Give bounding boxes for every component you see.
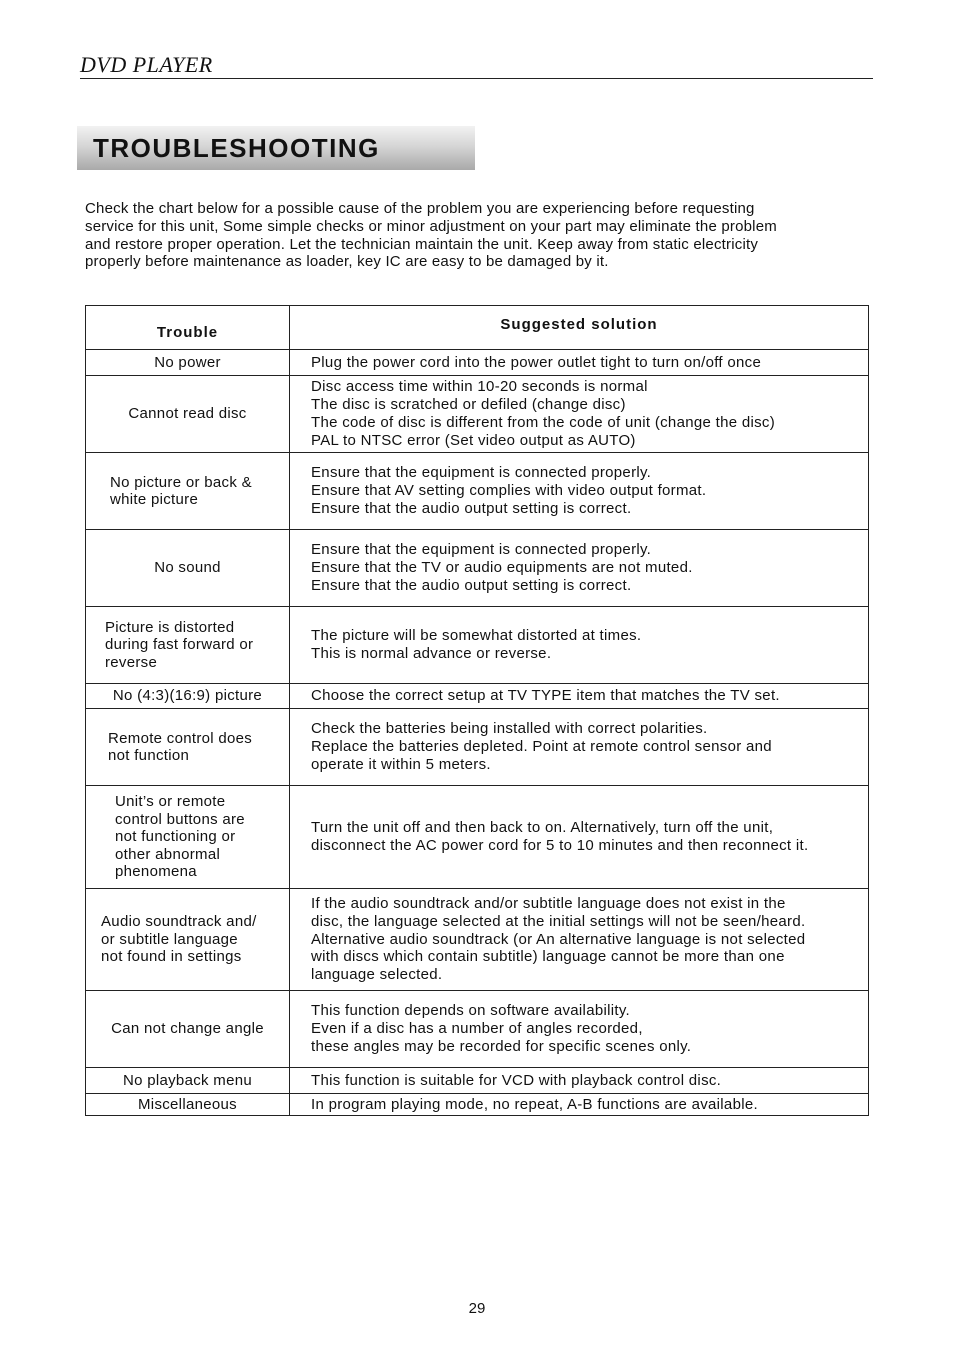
trouble-cell (86, 607, 290, 684)
trouble-cell (86, 453, 290, 530)
solution-line: PAL to NTSC error (Set video output as AUTO) (311, 431, 636, 449)
solution-line: operate it within 5 meters. (311, 755, 491, 773)
table-row (86, 991, 869, 1068)
table-row (86, 350, 869, 376)
header-title: DVD PLAYER (80, 52, 213, 77)
table-header-row (86, 306, 869, 350)
trouble-cell (86, 1094, 290, 1116)
table-row (86, 607, 869, 684)
trouble-line: not functioning or (115, 828, 236, 846)
solution-cell (290, 530, 869, 607)
solution-line: with discs which contain subtitle) language cannot be more than one (311, 948, 785, 966)
solution-cell (290, 709, 869, 786)
solution-line: Replace the batteries depleted. Point at remote control sensor and (311, 738, 772, 756)
solution-line: Turn the unit off and then back to on. Alternatively, turn off the unit, (311, 819, 774, 837)
solution-line: Check the batteries being installed with correct polarities. (311, 720, 708, 738)
trouble-cell (86, 1068, 290, 1094)
solution-cell (290, 607, 869, 684)
solution-cell (290, 376, 869, 453)
solution-cell (290, 684, 869, 709)
trouble-cell (86, 350, 290, 376)
trouble-line: other abnormal (115, 845, 221, 863)
intro-paragraph (85, 200, 885, 271)
trouble-line: No (4:3)(16:9) picture (112, 687, 263, 705)
trouble-line: Remote control does (108, 729, 253, 747)
trouble-line: not found in settings (101, 948, 242, 966)
solution-line: disconnect the AC power cord for 5 to 10 minutes and then reconnect it. (311, 837, 809, 854)
trouble-line: not function (108, 747, 190, 764)
intro-line: properly before maintenance as loader, key IC are easy to be damaged by it. (85, 253, 609, 271)
solution-line: Alternative audio soundtrack (or An alternative language is not selected (311, 930, 806, 948)
table-row (86, 786, 869, 889)
trouble-line: No sound (154, 559, 221, 577)
trouble-line: Can not change angle (111, 1020, 264, 1038)
solution-line: This function depends on software availability. (311, 1002, 630, 1020)
trouble-line: No picture or back & (110, 473, 252, 491)
trouble-line: white picture (110, 491, 199, 508)
solution-cell (290, 1068, 869, 1094)
solution-line: Choose the correct setup at TV TYPE item that matches the TV set. (311, 687, 780, 705)
trouble-line: No playback menu (122, 1071, 253, 1089)
trouble-line: Cannot read disc (128, 405, 247, 423)
table-row (86, 530, 869, 607)
trouble-line: during fast forward or (105, 636, 254, 654)
solution-line: Even if a disc has a number of angles recorded, (311, 1020, 643, 1038)
solution-line: these angles may be recorded for specific scenes only. (311, 1037, 692, 1055)
table-row (86, 1094, 869, 1116)
section-banner (77, 126, 475, 170)
solution-cell (290, 1094, 869, 1116)
trouble-line: reverse (105, 653, 158, 671)
solution-line: This function is suitable for VCD with playback control disc. (311, 1071, 722, 1089)
intro-line: Check the chart below for a possible cause of the problem you are experiencing before requesting (85, 200, 755, 217)
page-number: 29 (468, 1300, 486, 1317)
solution-line: Ensure that the audio output setting is correct. (311, 576, 632, 594)
intro-line: service for this unit, Some simple checks or minor adjustment on your part may eliminate the problem (85, 217, 777, 235)
solution-cell (290, 453, 869, 530)
trouble-cell (86, 709, 290, 786)
trouble-line: or subtitle language (101, 930, 238, 948)
solution-line: language selected. (311, 966, 443, 984)
trouble-cell (86, 991, 290, 1068)
solution-line: The picture will be somewhat distorted at times. (311, 627, 642, 645)
solution-cell (290, 350, 869, 376)
solution-cell (290, 786, 869, 889)
solution-line: The code of disc is different from the code of unit (change the disc) (311, 414, 775, 431)
table-row (86, 376, 869, 453)
trouble-line: Miscellaneous (138, 1095, 237, 1113)
table-row (86, 709, 869, 786)
trouble-cell (86, 530, 290, 607)
header-solution: Suggested solution (290, 306, 869, 350)
solution-line: disc, the language selected at the initial settings will not be seen/heard. (311, 912, 806, 930)
trouble-line: control buttons are (115, 810, 245, 828)
solution-line: Ensure that the TV or audio equipments are not muted. (311, 559, 693, 577)
solution-cell (290, 991, 869, 1068)
solution-line: Ensure that the equipment is connected properly. (311, 541, 652, 559)
section-title: TROUBLESHOOTING (93, 133, 380, 163)
table-row (86, 684, 869, 709)
trouble-cell (86, 889, 290, 991)
solution-line: The disc is scratched or defiled (change disc) (311, 396, 626, 414)
trouble-line: phenomena (115, 863, 197, 881)
header-trouble: Trouble (86, 306, 290, 350)
table-row (86, 889, 869, 991)
solution-line: Ensure that the equipment is connected properly. (311, 464, 652, 482)
table-row (86, 453, 869, 530)
header-rule (80, 78, 873, 79)
trouble-line: Audio soundtrack and/ (101, 913, 257, 931)
solution-line: Disc access time within 10-20 seconds is normal (311, 378, 648, 396)
intro-line: and restore proper operation. Let the technician maintain the unit. Keep away from static electricity (85, 235, 759, 253)
solution-line: In program playing mode, no repeat, A-B functions are available. (311, 1095, 758, 1113)
trouble-cell (86, 684, 290, 709)
table-row (86, 1068, 869, 1094)
trouble-cell (86, 376, 290, 453)
solution-line: Plug the power cord into the power outlet tight to turn on/off once (311, 353, 762, 371)
trouble-cell (86, 786, 290, 889)
trouble-line: Unit’s or remote (115, 793, 226, 811)
solution-line: Ensure that AV setting complies with video output format. (311, 482, 707, 500)
trouble-line: Picture is distorted (105, 618, 235, 636)
solution-line: Ensure that the audio output setting is correct. (311, 499, 632, 517)
troubleshooting-table (85, 305, 869, 1116)
solution-line: If the audio soundtrack and/or subtitle language does not exist in the (311, 895, 786, 912)
solution-cell (290, 889, 869, 991)
trouble-line: No power (154, 353, 221, 371)
solution-line: This is normal advance or reverse. (311, 645, 552, 662)
